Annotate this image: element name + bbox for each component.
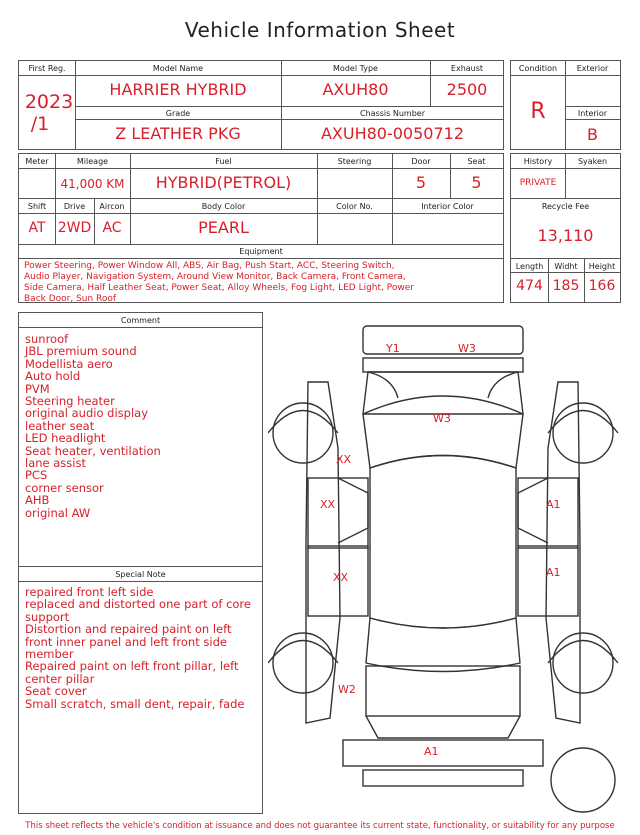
list-item: PVM [25, 381, 50, 396]
rear-hatch [366, 666, 520, 716]
interior-grade: B [587, 125, 598, 144]
model-name-label: Model Name [152, 64, 204, 73]
damage-mark-a1-front-door: A1 [546, 498, 561, 511]
width: 185 [552, 278, 580, 294]
right-side-body [546, 382, 580, 723]
recycle-fee-label: Recycle Fee [541, 202, 590, 211]
aircon: AC [102, 220, 122, 236]
right-front-wheel [553, 403, 613, 463]
spare-wheel [551, 748, 615, 812]
body-color-label: Body Color [201, 202, 246, 211]
shift-label: Shift [27, 202, 47, 211]
door-label: Door [411, 157, 431, 166]
length-label: Length [515, 262, 544, 271]
condition-label: Condition [518, 64, 558, 73]
chassis-label: Chassis Number [360, 109, 425, 118]
damage-mark-xx-fender: XX [336, 453, 352, 466]
door-count: 5 [415, 173, 427, 192]
equipment-list: Power Steering, Power Window All, ABS, Air Bag, Push Start, ACC, Steering Switch, Audio Player, Navigation System, Around View Monitor, Back Camera, Front Camera, Side Camera, Half Leather Seat, Power Seat, Alloy Wheels, Fog Light, LED Light, Power Back Door, Sun Roof [24, 261, 414, 304]
condition-table [510, 60, 621, 150]
list-item: corner sensor [25, 480, 104, 495]
interior-label: Interior [577, 109, 608, 118]
list-item: lane assist [25, 456, 86, 471]
left-front-wheel [273, 403, 333, 463]
right-rear-wheel [553, 633, 613, 693]
damage-mark-w2: W2 [338, 683, 356, 696]
shift: AT [28, 220, 46, 236]
fuel-label: Fuel [215, 157, 232, 166]
grade-label: Grade [165, 109, 191, 118]
disclaimer-footer: This sheet reflects the vehicle's condition at issuance and does not guarantee its current state, functionality, or suitability for any purpose [25, 821, 615, 831]
damage-mark-xx-front-door: XX [320, 498, 336, 511]
list-item: original AW [25, 505, 91, 520]
left-rear-wheel [273, 633, 333, 693]
page-title: Vehicle Information Sheet [184, 18, 456, 42]
steering-label: Steering [337, 157, 372, 166]
list-item: leather seat [25, 418, 95, 433]
damage-mark-a1-bumper: A1 [424, 745, 439, 758]
list-item: replaced and distorted one part of core support [25, 597, 251, 624]
damage-mark-w3-bumper: W3 [458, 342, 476, 355]
right-door-rear [518, 546, 578, 616]
list-item: Repaired paint on left front pillar, left center pillar [25, 659, 239, 686]
exhaust-label: Exhaust [450, 64, 484, 73]
grade: Z LEATHER PKG [115, 124, 241, 143]
drive: 2WD [57, 220, 92, 236]
list-item: repaired front left side [25, 585, 154, 599]
first-reg-year: 2023 [24, 91, 74, 113]
meter-label: Meter [25, 157, 49, 166]
car-damage-diagram [268, 318, 628, 818]
left-side-body [306, 382, 340, 723]
interior-color-label: Interior Color [421, 202, 474, 211]
model-name: HARRIER HYBRID [109, 80, 247, 99]
model-type: AXUH80 [322, 80, 389, 99]
mileage-label: Mileage [76, 157, 109, 166]
model-type-label: Model Type [333, 64, 378, 73]
list-item: Seat cover [25, 684, 87, 699]
rear-bumper [343, 740, 543, 766]
list-item: PCS [25, 468, 48, 483]
comment-panel [18, 312, 263, 567]
main-info-table [18, 60, 504, 150]
specs-table [18, 153, 504, 303]
front-bumper-strip [363, 358, 523, 372]
special-note-panel [18, 566, 263, 814]
damage-mark-a1-rear-door: A1 [546, 566, 561, 579]
list-item: Auto hold [25, 369, 81, 384]
history: PRIVATE [519, 178, 557, 188]
fuel: HYBRID(PETROL) [155, 173, 292, 192]
drive-label: Drive [63, 202, 86, 211]
list-item: JBL premium sound [25, 344, 137, 359]
list-item: Steering heater [25, 394, 115, 409]
first-reg-label: First Reg. [28, 64, 66, 73]
list-item: original audio display [25, 406, 148, 421]
special-note-list [19, 582, 262, 715]
syaken-label: Syaken [577, 157, 608, 166]
exhaust: 2500 [446, 80, 488, 99]
roof [370, 456, 516, 629]
exterior-label: Exterior [576, 64, 609, 73]
history-table [510, 153, 621, 303]
width-label: Widht [554, 262, 578, 271]
damage-mark-w3-hood: W3 [433, 412, 451, 425]
windshield [363, 396, 523, 468]
rear-window [366, 618, 520, 672]
damage-mark-xx-rear-door: XX [333, 571, 349, 584]
height: 166 [588, 278, 616, 294]
list-item: Modellista aero [25, 356, 113, 371]
condition-grade: R [530, 99, 546, 124]
list-item: LED headlight [25, 431, 106, 446]
chassis-number: AXUH80-0050712 [320, 124, 465, 143]
list-item: AHB [25, 493, 50, 508]
history-label: History [523, 157, 553, 166]
seat-label: Seat [467, 157, 486, 166]
first-reg-month: /1 [30, 113, 50, 135]
recycle-fee: 13,110 [537, 226, 594, 245]
list-item: Seat heater, ventilation [25, 443, 161, 458]
rear-bumper-strip [363, 770, 523, 786]
mileage: 41,000 KM [60, 177, 125, 191]
seat-count: 5 [471, 173, 482, 192]
hood [363, 372, 523, 414]
comment-list [19, 328, 262, 524]
body-color: PEARL [198, 218, 249, 237]
length: 474 [516, 278, 543, 294]
height-label: Height [588, 262, 616, 271]
color-no-label: Color No. [336, 202, 373, 211]
equipment-label: Equipment [239, 247, 283, 256]
comment-title: Comment [19, 313, 262, 328]
list-item: sunroof [25, 332, 69, 346]
list-item: Distortion and repaired paint on left front inner panel and left front side member [25, 622, 232, 662]
list-item: Small scratch, small dent, repair, fade [25, 696, 245, 711]
special-note-title: Special Note [19, 567, 262, 582]
damage-mark-y1: Y1 [386, 342, 400, 355]
aircon-label: Aircon [99, 202, 125, 211]
